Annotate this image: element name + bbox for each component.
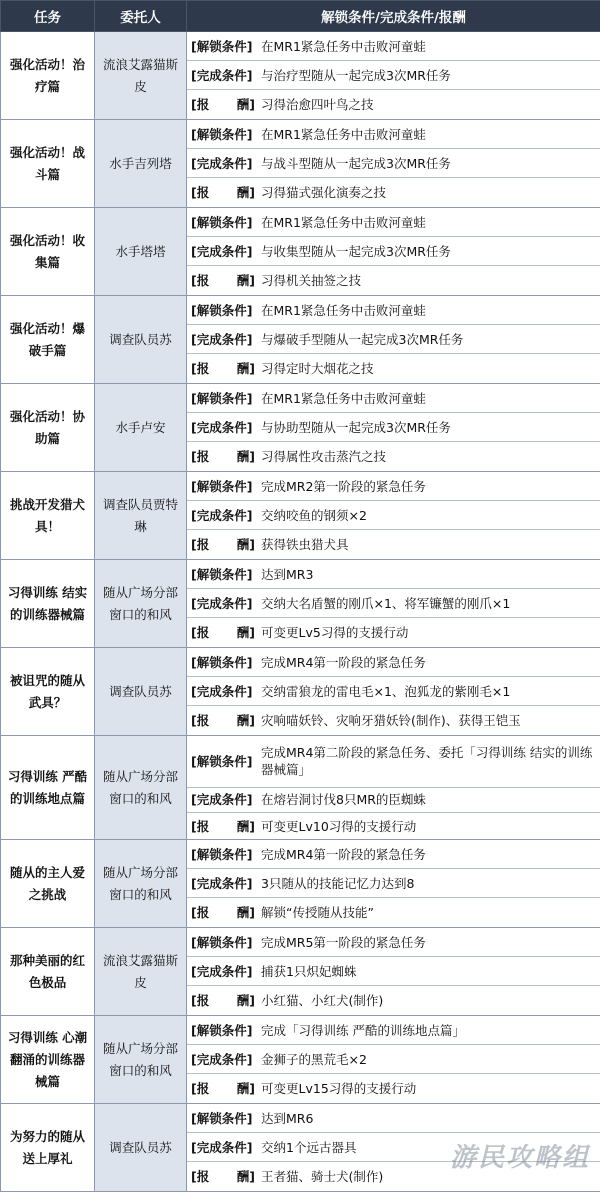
reward-label-close: 酬]	[237, 992, 255, 1009]
header-row	[1, 1, 600, 32]
task-name: 那种美丽的红色极品	[1, 928, 95, 1016]
header-task: 任务	[1, 1, 95, 32]
reward-label-open: [报	[191, 96, 209, 113]
table-row	[1, 736, 600, 840]
reward-label-close: 酬]	[237, 448, 255, 465]
complete-value: 与治疗型随从一起完成3次MR任务	[259, 67, 596, 84]
unlock-line	[187, 1104, 600, 1133]
complete-label: [完成条件]	[191, 791, 259, 808]
task-name: 习得训练 严酷的训练地点篇	[1, 736, 95, 840]
reward-label-close: 酬]	[237, 1080, 255, 1097]
details-cell	[187, 296, 600, 384]
client-name: 流浪艾露猫斯皮	[95, 928, 187, 1016]
reward-line	[187, 986, 600, 1015]
reward-value: 可变更Lv15习得的支援行动	[259, 1080, 596, 1097]
reward-value: 习得属性攻击蒸汽之技	[259, 448, 596, 465]
client-name: 水手吉列塔	[95, 120, 187, 208]
reward-value: 可变更Lv5习得的支援行动	[259, 624, 596, 641]
complete-value: 交纳1个远古器具	[259, 1139, 596, 1156]
reward-line	[187, 530, 600, 559]
header-client: 委托人	[95, 1, 187, 32]
reward-value: 解锁“传授随从技能”	[259, 904, 596, 921]
complete-line	[187, 237, 600, 266]
table-row	[1, 928, 600, 1016]
reward-value: 灾响喵妖铃、灾响牙猎妖铃(制作)、获得王铠玉	[259, 712, 596, 729]
unlock-label: [解锁条件]	[191, 654, 259, 671]
reward-line	[187, 442, 600, 471]
reward-label	[191, 904, 259, 921]
reward-label-open: [报	[191, 712, 209, 729]
client-name: 随从广场分部窗口的和风	[95, 736, 187, 840]
reward-label	[191, 1168, 259, 1185]
reward-label	[191, 272, 259, 289]
unlock-line	[187, 32, 600, 61]
reward-label-close: 酬]	[237, 712, 255, 729]
unlock-line	[187, 384, 600, 413]
unlock-label: [解锁条件]	[191, 1110, 259, 1127]
task-name: 习得训练 结实的训练器械篇	[1, 560, 95, 648]
reward-label-open: [报	[191, 272, 209, 289]
task-name: 强化活动！收集篇	[1, 208, 95, 296]
complete-value: 与爆破手型随从一起完成3次MR任务	[259, 331, 596, 348]
details-cell	[187, 120, 600, 208]
table-row	[1, 120, 600, 208]
reward-label-close: 酬]	[237, 624, 255, 641]
details-cell	[187, 648, 600, 736]
reward-label-close: 酬]	[237, 818, 255, 835]
complete-value: 交纳大名盾蟹的刚爪×1、将军镰蟹的刚爪×1	[259, 595, 596, 612]
watermark-logo: 游民攻略组	[450, 1137, 590, 1174]
reward-label	[191, 96, 259, 113]
reward-value: 获得铁虫猎犬具	[259, 536, 596, 553]
table-row	[1, 560, 600, 648]
reward-label-open: [报	[191, 536, 209, 553]
reward-label	[191, 624, 259, 641]
complete-line	[187, 61, 600, 90]
table-row	[1, 296, 600, 384]
reward-line	[187, 813, 600, 839]
table-row	[1, 208, 600, 296]
reward-value: 小红猫、小红犬(制作)	[259, 992, 596, 1009]
reward-line	[187, 898, 600, 927]
details-cell	[187, 928, 600, 1016]
reward-label	[191, 448, 259, 465]
complete-line	[187, 957, 600, 986]
reward-line	[187, 618, 600, 647]
unlock-line	[187, 928, 600, 957]
complete-label: [完成条件]	[191, 875, 259, 892]
complete-line	[187, 149, 600, 178]
unlock-line	[187, 840, 600, 869]
reward-label-open: [报	[191, 1080, 209, 1097]
reward-line	[187, 1074, 600, 1103]
reward-line	[187, 90, 600, 119]
unlock-line	[187, 472, 600, 501]
reward-label	[191, 360, 259, 377]
task-name: 被诅咒的随从武具？	[1, 648, 95, 736]
unlock-value: 完成MR4第二阶段的紧急任务、委托「习得训练 结实的训练器械篇」	[259, 744, 596, 778]
reward-label-open: [报	[191, 184, 209, 201]
client-name: 随从广场分部窗口的和风	[95, 560, 187, 648]
unlock-value: 完成MR4第一阶段的紧急任务	[259, 846, 596, 863]
complete-label: [完成条件]	[191, 155, 259, 172]
unlock-value: 在MR1紧急任务中击败河童蛙	[259, 38, 596, 55]
complete-value: 交纳雷狼龙的雷电毛×1、泡狐龙的紫刚毛×1	[259, 683, 596, 700]
task-name: 强化活动！爆破手篇	[1, 296, 95, 384]
details-cell	[187, 840, 600, 928]
complete-label: [完成条件]	[191, 243, 259, 260]
reward-label-open: [报	[191, 904, 209, 921]
client-name: 随从广场分部窗口的和风	[95, 840, 187, 928]
complete-value: 捕获1只炽妃蜘蛛	[259, 963, 596, 980]
reward-value: 习得治愈四叶鸟之技	[259, 96, 596, 113]
reward-label-close: 酬]	[237, 272, 255, 289]
unlock-value: 完成MR4第一阶段的紧急任务	[259, 654, 596, 671]
table-row	[1, 840, 600, 928]
unlock-value: 达到MR3	[259, 566, 596, 583]
complete-line	[187, 869, 600, 898]
complete-line	[187, 589, 600, 618]
complete-value: 3只随从的技能记忆力达到8	[259, 875, 596, 892]
details-cell	[187, 560, 600, 648]
reward-label-open: [报	[191, 1168, 209, 1185]
reward-label	[191, 536, 259, 553]
task-name: 随从的主人爱之挑战	[1, 840, 95, 928]
complete-label: [完成条件]	[191, 331, 259, 348]
reward-label-close: 酬]	[237, 96, 255, 113]
unlock-line	[187, 208, 600, 237]
complete-line	[187, 501, 600, 530]
complete-line	[187, 788, 600, 814]
client-name: 流浪艾露猫斯皮	[95, 32, 187, 120]
reward-label-close: 酬]	[237, 184, 255, 201]
complete-value: 与协助型随从一起完成3次MR任务	[259, 419, 596, 436]
complete-label: [完成条件]	[191, 1139, 259, 1156]
table-row	[1, 472, 600, 560]
reward-label	[191, 818, 259, 835]
complete-label: [完成条件]	[191, 963, 259, 980]
complete-line	[187, 325, 600, 354]
unlock-line	[187, 1016, 600, 1045]
unlock-line	[187, 560, 600, 589]
unlock-value: 完成MR2第一阶段的紧急任务	[259, 478, 596, 495]
complete-label: [完成条件]	[191, 67, 259, 84]
reward-line	[187, 706, 600, 735]
unlock-label: [解锁条件]	[191, 302, 259, 319]
task-name: 习得训练 心潮翻涌的训练器械篇	[1, 1016, 95, 1104]
unlock-value: 完成MR5第一阶段的紧急任务	[259, 934, 596, 951]
reward-label-open: [报	[191, 818, 209, 835]
details-cell	[187, 1016, 600, 1104]
client-name: 水手卢安	[95, 384, 187, 472]
reward-line	[187, 354, 600, 383]
table-row	[1, 32, 600, 120]
details-cell	[187, 472, 600, 560]
details-cell	[187, 32, 600, 120]
reward-line	[187, 178, 600, 207]
header-details: 解锁条件/完成条件/报酬	[187, 1, 600, 32]
complete-line	[187, 677, 600, 706]
unlock-label: [解锁条件]	[191, 753, 259, 770]
complete-label: [完成条件]	[191, 595, 259, 612]
unlock-value: 在MR1紧急任务中击败河童蛙	[259, 126, 596, 143]
complete-value: 在熔岩洞讨伐8只MR的臣蜘蛛	[259, 791, 596, 808]
reward-value: 可变更Lv10习得的支援行动	[259, 818, 596, 835]
reward-value: 习得机关抽签之技	[259, 272, 596, 289]
reward-label	[191, 1080, 259, 1097]
reward-label-open: [报	[191, 448, 209, 465]
unlock-label: [解锁条件]	[191, 934, 259, 951]
unlock-line	[187, 120, 600, 149]
reward-label-close: 酬]	[237, 904, 255, 921]
table-row	[1, 648, 600, 736]
reward-label-close: 酬]	[237, 536, 255, 553]
reward-label-open: [报	[191, 360, 209, 377]
task-name: 为努力的随从送上厚礼	[1, 1104, 95, 1192]
unlock-label: [解锁条件]	[191, 846, 259, 863]
complete-line	[187, 1045, 600, 1074]
reward-label-open: [报	[191, 992, 209, 1009]
client-name: 随从广场分部窗口的和风	[95, 1016, 187, 1104]
unlock-label: [解锁条件]	[191, 214, 259, 231]
client-name: 调查队员苏	[95, 296, 187, 384]
reward-label-close: 酬]	[237, 1168, 255, 1185]
reward-label	[191, 712, 259, 729]
reward-line	[187, 266, 600, 295]
complete-line	[187, 413, 600, 442]
client-name: 调查队员贾特琳	[95, 472, 187, 560]
reward-label	[191, 184, 259, 201]
unlock-label: [解锁条件]	[191, 126, 259, 143]
unlock-label: [解锁条件]	[191, 38, 259, 55]
details-cell	[187, 384, 600, 472]
unlock-value: 在MR1紧急任务中击败河童蛙	[259, 390, 596, 407]
details-cell	[187, 736, 600, 840]
complete-value: 与战斗型随从一起完成3次MR任务	[259, 155, 596, 172]
complete-value: 与收集型随从一起完成3次MR任务	[259, 243, 596, 260]
unlock-value: 在MR1紧急任务中击败河童蛙	[259, 214, 596, 231]
task-name: 挑战开发猎犬具！	[1, 472, 95, 560]
reward-value: 王者猫、骑士犬(制作)	[259, 1168, 596, 1185]
unlock-line	[187, 296, 600, 325]
unlock-value: 完成「习得训练 严酷的训练地点篇」	[259, 1022, 596, 1039]
unlock-label: [解锁条件]	[191, 566, 259, 583]
unlock-label: [解锁条件]	[191, 478, 259, 495]
complete-label: [完成条件]	[191, 1051, 259, 1068]
unlock-label: [解锁条件]	[191, 390, 259, 407]
complete-label: [完成条件]	[191, 683, 259, 700]
reward-value: 习得猫式强化演奏之技	[259, 184, 596, 201]
table-row	[1, 1016, 600, 1104]
client-name: 水手塔塔	[95, 208, 187, 296]
task-name: 强化活动！战斗篇	[1, 120, 95, 208]
reward-label-close: 酬]	[237, 360, 255, 377]
unlock-line	[187, 736, 600, 788]
task-name: 强化活动！治疗篇	[1, 32, 95, 120]
complete-label: [完成条件]	[191, 507, 259, 524]
unlock-value: 达到MR6	[259, 1110, 596, 1127]
reward-value: 习得定时大烟花之技	[259, 360, 596, 377]
details-cell	[187, 208, 600, 296]
table-row	[1, 384, 600, 472]
unlock-label: [解锁条件]	[191, 1022, 259, 1039]
complete-value: 交纳咬鱼的钢须×2	[259, 507, 596, 524]
reward-label-open: [报	[191, 624, 209, 641]
client-name: 调查队员苏	[95, 1104, 187, 1192]
complete-label: [完成条件]	[191, 419, 259, 436]
task-name: 强化活动！协助篇	[1, 384, 95, 472]
complete-value: 金狮子的黑荒毛×2	[259, 1051, 596, 1068]
client-name: 调查队员苏	[95, 648, 187, 736]
unlock-value: 在MR1紧急任务中击败河童蛙	[259, 302, 596, 319]
reward-label	[191, 992, 259, 1009]
unlock-line	[187, 648, 600, 677]
